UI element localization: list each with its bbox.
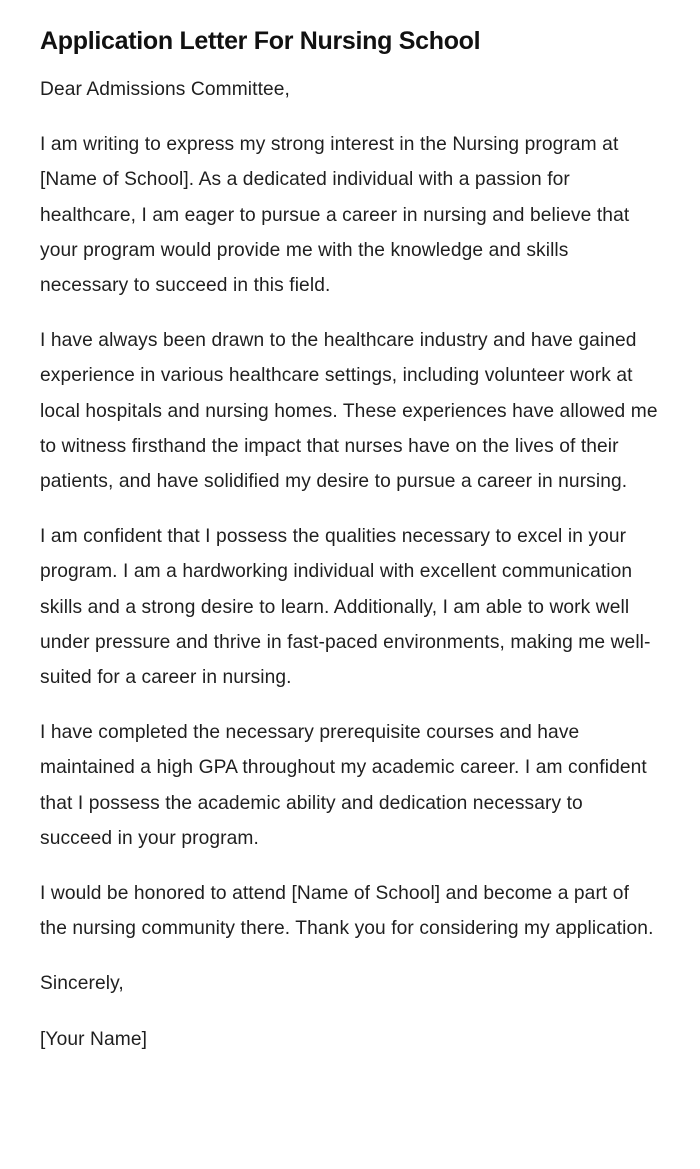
letter-title: Application Letter For Nursing School bbox=[40, 27, 481, 55]
letter-paragraph-5: I would be honored to attend [Name of School] and become a part of the nursing community there. Thank you for considering my application. bbox=[40, 883, 654, 940]
letter-paragraph-3: I am confident that I possess the qualities necessary to excel in your program. I am a hardworking individual with excellent communication skills and a strong desire to learn. Additionally, I am able to work well under pressure and thrive in fast-paced environments, making me well-suited for a career in nursing. bbox=[40, 526, 651, 689]
letter-paragraph-2: I have always been drawn to the healthcare industry and have gained experience in various healthcare settings, including volunteer work at local hospitals and nursing homes. These experiences have allowed me to witness firsthand the impact that nurses have on the lives of their patients, and have solidified my desire to pursue a career in nursing. bbox=[40, 330, 658, 493]
letter-salutation: Dear Admissions Committee, bbox=[40, 79, 290, 100]
letter-closing: Sincerely, bbox=[40, 973, 124, 995]
letter-signature: [Your Name] bbox=[40, 1028, 148, 1050]
letter-paragraph-1: I am writing to express my strong interest in the Nursing program at [Name of School]. As a dedicated individual with a passion for healthcare, I am eager to pursue a career in nursing and believe that your program would provide me with the knowledge and skills necessary to succeed in this field. bbox=[40, 134, 630, 297]
letter-paragraph-4: I have completed the necessary prerequisite courses and have maintained a high GPA throughout my academic career. I am confident that I possess the academic ability and dedication necessary to succeed in your program. bbox=[40, 722, 647, 849]
